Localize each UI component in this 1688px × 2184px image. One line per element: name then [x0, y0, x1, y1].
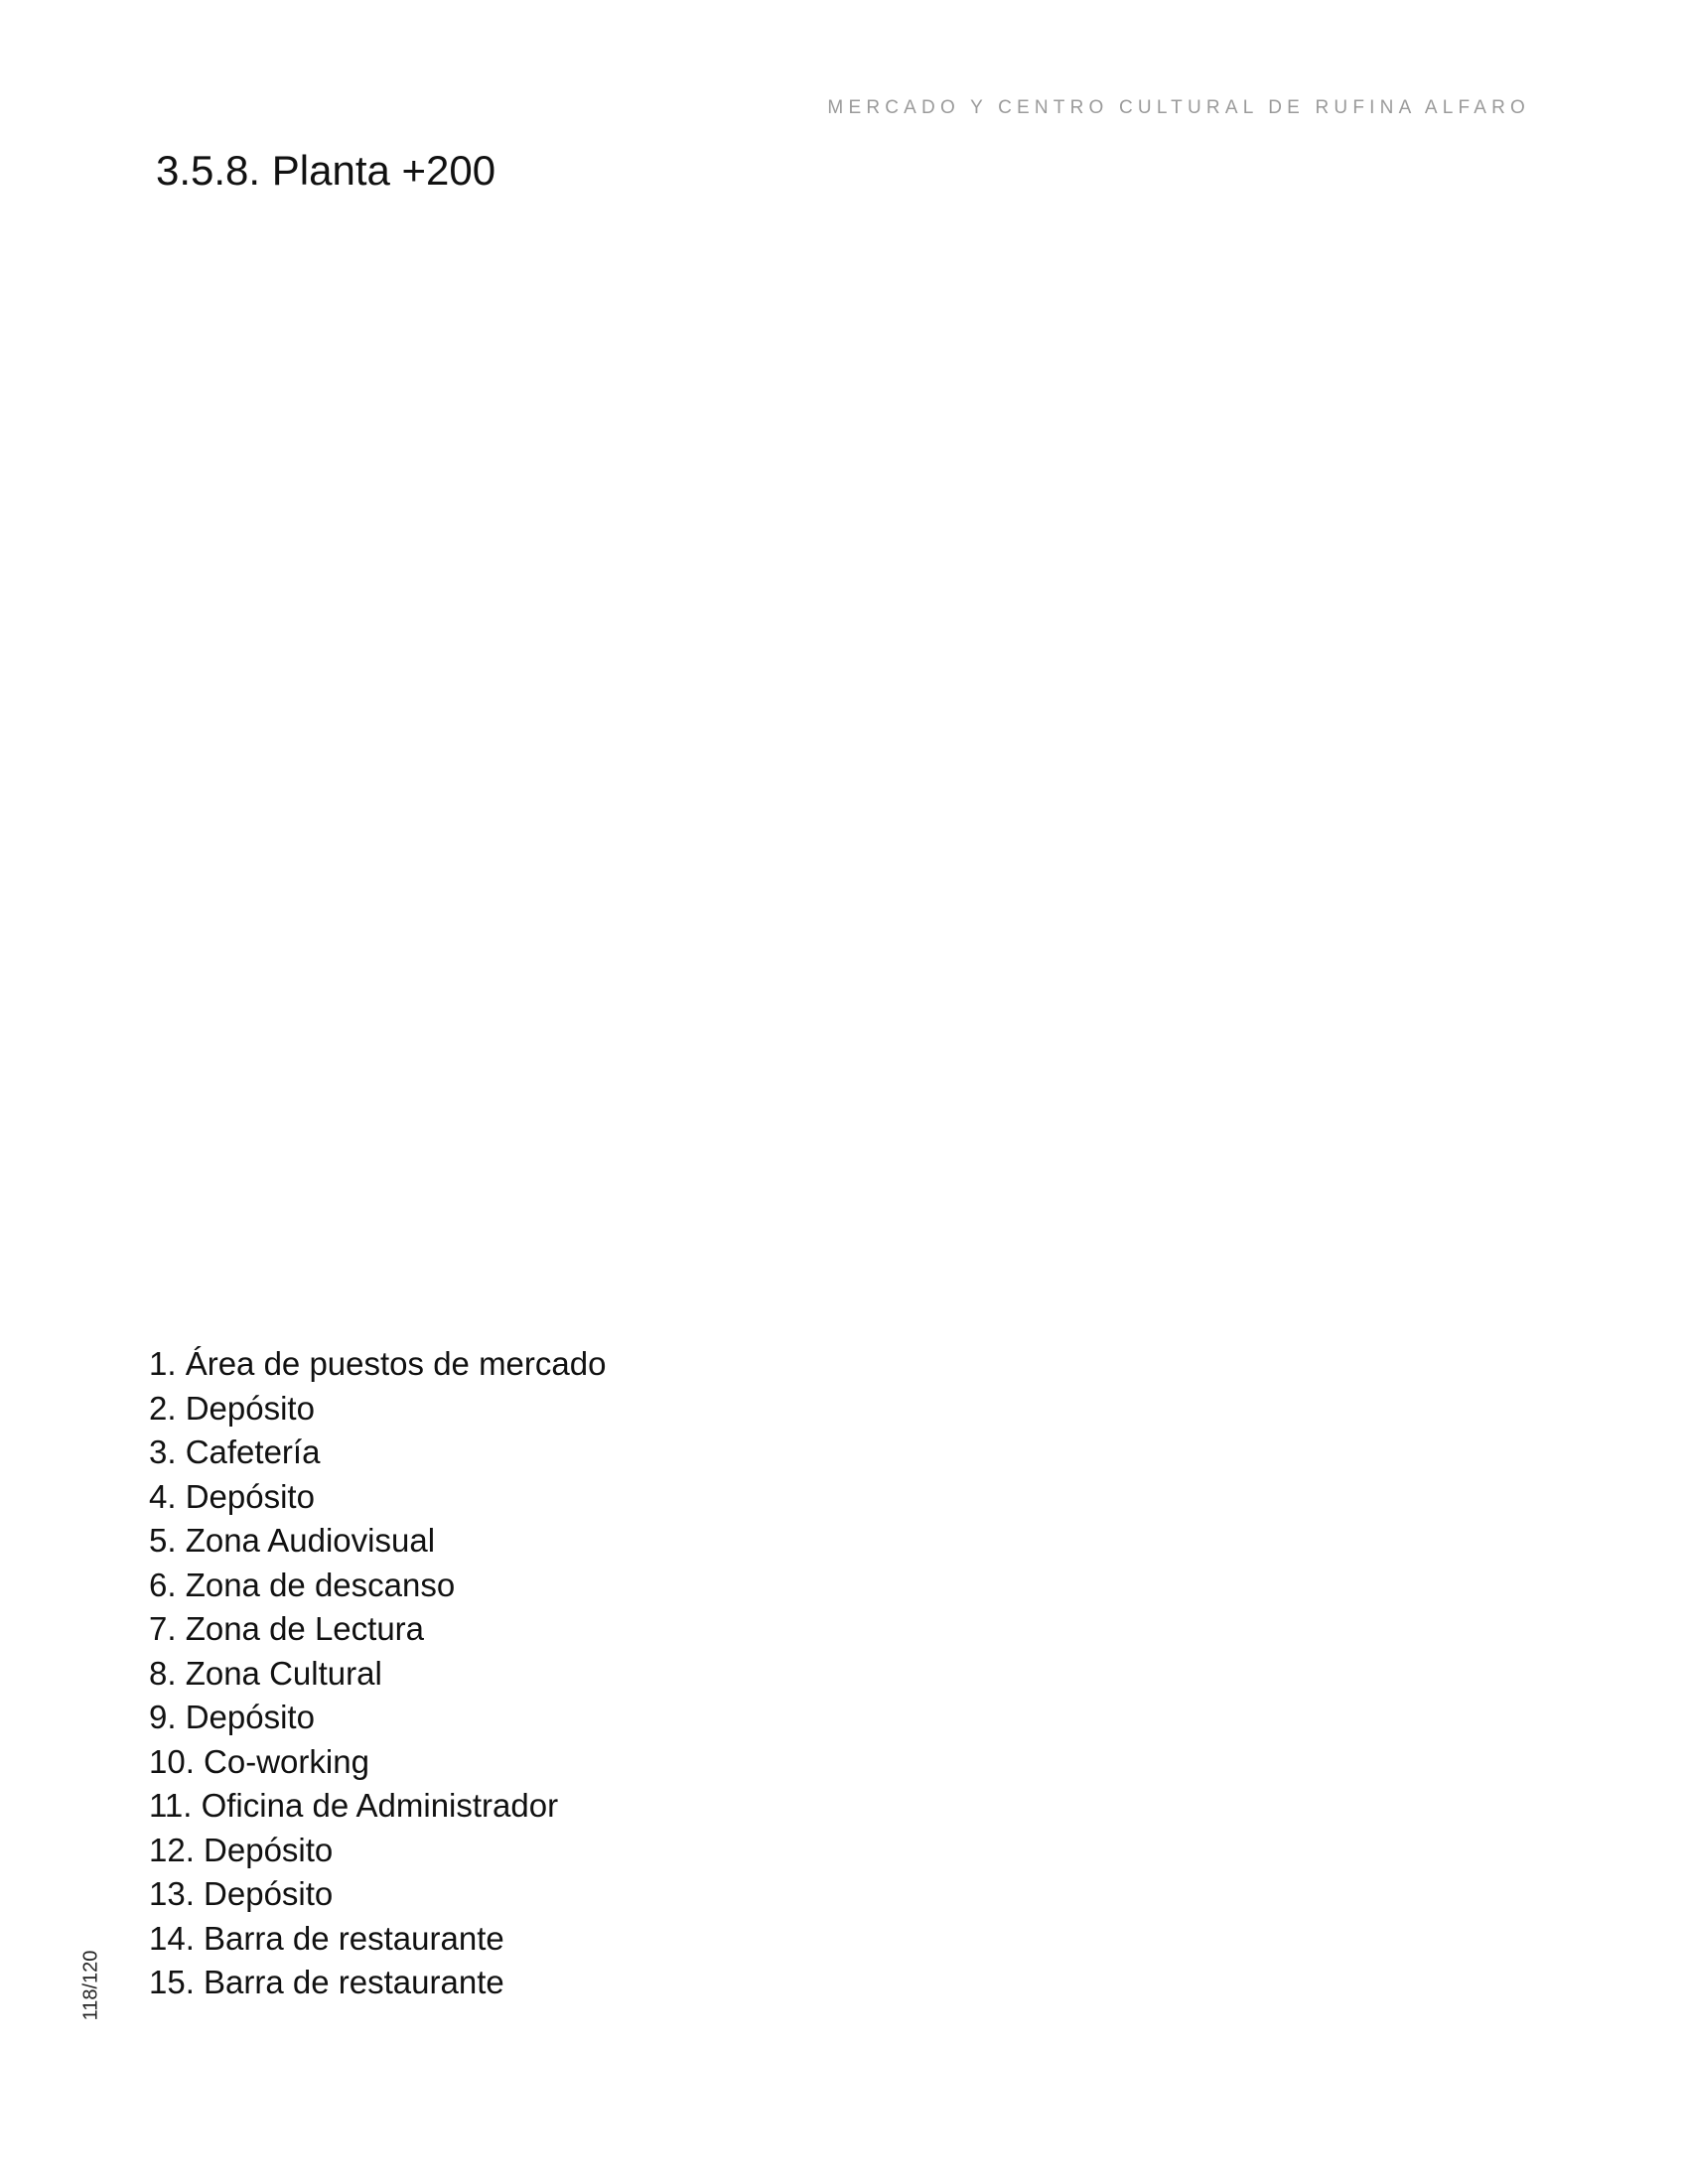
- legend-item: 8. Zona Cultural: [149, 1654, 382, 1692]
- legend-item: 15. Barra de restaurante: [149, 1964, 504, 2000]
- legend-item: 13. Depósito: [149, 1875, 334, 1912]
- legend-item: 3. Cafetería: [149, 1433, 321, 1470]
- page-title: 3.5.8. Planta +200: [156, 147, 496, 194]
- legend-item: 2. Depósito: [149, 1389, 315, 1427]
- legend-item: 7. Zona de Lectura: [149, 1610, 425, 1647]
- running-header: MERCADO Y CENTRO CULTURAL DE RUFINA ALFARO: [827, 97, 1530, 118]
- page-number: 118/120: [79, 1950, 102, 2021]
- legend-item: 4. Depósito: [149, 1477, 315, 1515]
- legend-item: 1. Área de puestos de mercado: [149, 1345, 607, 1382]
- legend-item: 14. Barra de restaurante: [149, 1919, 504, 1957]
- legend-item: 10. Co-working: [149, 1742, 369, 1780]
- legend-item: 5. Zona Audiovisual: [149, 1522, 436, 1559]
- legend-item: 9. Depósito: [149, 1699, 315, 1735]
- legend-item: 11. Oficina de Administrador: [149, 1787, 559, 1824]
- legend-item: 6. Zona de descanso: [149, 1566, 456, 1603]
- room-legend-list: [149, 1342, 606, 2005]
- legend-item: 12. Depósito: [149, 1831, 334, 1868]
